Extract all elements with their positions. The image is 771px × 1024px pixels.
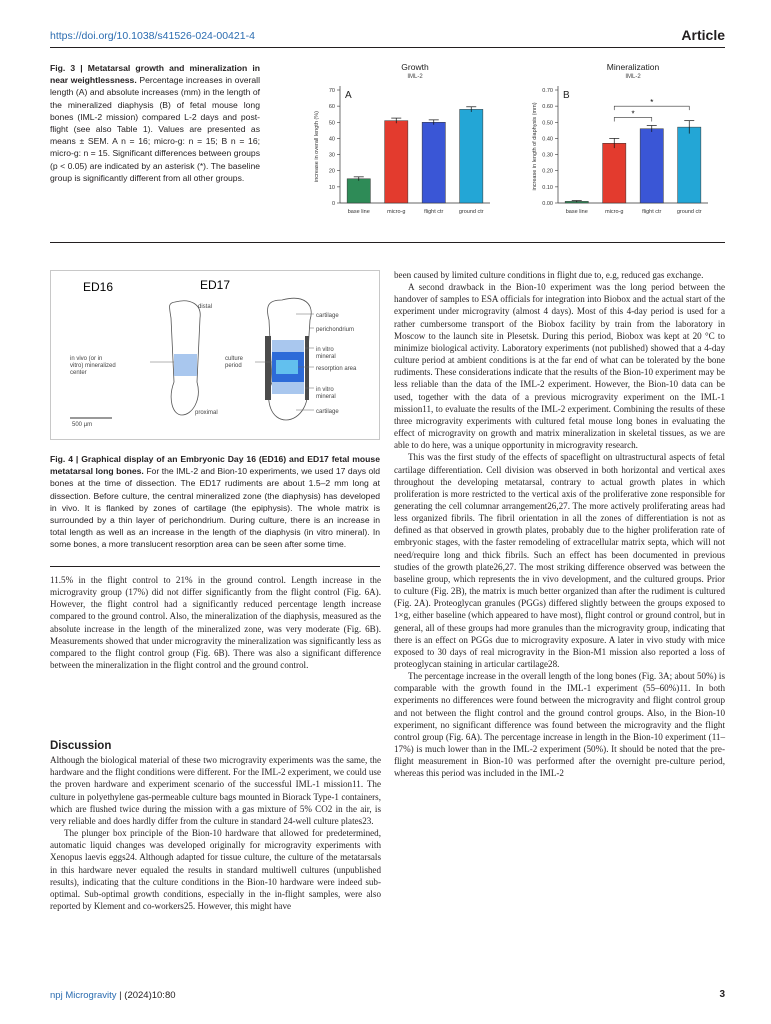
label-cartilage-top: cartilage: [316, 313, 339, 319]
ed17-resorption-area: [276, 360, 298, 374]
left-column-discussion: [50, 740, 381, 912]
ed17-perichondrium-right: [305, 336, 309, 400]
chart-panel-label-0: A: [345, 90, 352, 101]
chart-ytick-label-0-3: 30: [328, 152, 335, 159]
chart-ytick-label-1-5: 0.50: [542, 120, 553, 127]
page-number: 3: [719, 989, 725, 1000]
chart-bar-0-3: [460, 109, 483, 203]
chart-xlabel-1-3: ground ctr: [676, 209, 702, 215]
header-rule: [50, 47, 725, 48]
chart-bar-1-1: [603, 143, 626, 203]
label-distal: distal: [198, 304, 213, 310]
chart-ytick-label-0-6: 60: [328, 104, 335, 111]
chart-ytick-label-1-4: 0.40: [542, 136, 553, 143]
chart-ytick-label-0-2: 20: [328, 168, 335, 175]
chart-title-1: Mineralization: [606, 62, 660, 72]
chart-xlabel-1-1: micro-g: [605, 209, 624, 215]
fig3-caption: [50, 62, 260, 184]
fig3-charts: [300, 60, 730, 225]
chart-ylabel-0: increase in overall length (%): [314, 111, 320, 182]
chart-title-0: Growth: [401, 62, 429, 72]
fig4-diagram: [50, 270, 380, 440]
label-perichondrium: perichondrium: [316, 327, 355, 333]
chart-ytick-label-0-4: 40: [328, 136, 335, 143]
fig4-labels: [70, 304, 357, 428]
chart-ytick-label-1-1: 0.10: [542, 184, 553, 191]
fig4-caption: [50, 453, 380, 551]
caption-rule: [50, 566, 380, 567]
label-scale: 500 µm: [72, 422, 93, 428]
fig4-caption-body: For the IML-2 and Bion-10 experiments, we used 17 days old bones at the time of dissection. The ED17 rudiments are about 1.5–2 mm long at dissection. Before culture, the central mineralized zone (the diaphysis) has developed in vivo. It is flanked by zones of cartilage (the epiphysis). The whole matrix is surrounded by a thin layer of perichondrium. During culture, there is an increase in total length as well as an increase in the length of the diaphysis (in vitro mineral). In some bones, a more translucent resorption area can be seen after some time.: [50, 466, 380, 550]
footer-journal: [50, 990, 176, 1001]
chart-ytick-label-0-0: 0: [331, 201, 335, 207]
label-cartilage-bottom: cartilage: [316, 409, 339, 415]
fig3-caption-body: Percentage increases in overall length (A) and absolute increases (mm) in the length of the mineralized diaphysis (B) of fetal mouse long bones (IML-2 mission) compared L-2 days and post-flight (see also Table 1). Values are presented as means ± SEM. A n = 16; micro-g: n = 15; B n = 16; micro-g: n = 15. Significant differences between groups (p < 0.05) are indicated by an asterisk (*). The baseline group is significantly different from all other groups.: [50, 75, 260, 183]
chart-xlabel-0-3: ground ctr: [458, 209, 484, 215]
footer-journal-name[interactable]: npj Microgravity: [50, 990, 117, 1001]
chart-ytick-label-1-3: 0.30: [542, 152, 553, 159]
discussion-heading: Discussion: [50, 740, 112, 752]
chart-bar-1-2: [640, 129, 663, 203]
fig4-ed17: ED17: [200, 278, 231, 292]
chart-ytick-label-1-6: 0.60: [542, 104, 553, 111]
chart-panel-label-1: B: [563, 90, 570, 101]
left-para-2: Although the biological material of these two microgravity experiments was the same, the hardware and the flight conditions were different. For the IML-2 experiment, we could use the proven hardware and experiment scenario of the successful IML-1 mission11. The culture in polyethylene gas-permeable culture bags mounted in Biorack Type-1 containers, which are flushed twice during the mission with a gas mixture of 5% CO2 in the air, is very reliable and does hardly differ from the culture in standard 24-well culture plates23.: [50, 755, 381, 826]
chart-ytick-label-0-7: 70: [328, 88, 335, 94]
section-rule: [50, 242, 725, 243]
chart-bar-0-2: [422, 122, 445, 203]
article-type: Article: [681, 27, 725, 43]
chart-subtitle-1: IML-2: [625, 74, 641, 80]
chart-xlabel-0-1: micro-g: [387, 209, 406, 215]
chart-xlabel-0-0: base line: [347, 209, 370, 215]
left-para-3: The plunger box principle of the Bion-10 hardware that allowed for predetermined, automatic liquid changes was developed originally for microgravity experiments with Xenopus laevis eggs24. Although adapted for tissue culture, the culture of the metatarsals in this hardware never equaled the results in standard multiwell cultures (unpublished results), indicating that the culture conditions in the Bion-10 hardware were indeed sub-optimal. Sub-optimal growth conditions, especially in the in-flight samples, were also reported by Klement and co-workers25. However, this might have: [50, 828, 381, 912]
label-in-vivo-mineralized: in vivo (or in vitro) mineralized center: [70, 356, 116, 376]
chart-xlabel-1-0: base line: [565, 209, 588, 215]
label-resorption: resorption area: [316, 366, 357, 372]
right-para-3: This was the first study of the effects of spaceflight on ultrastructural aspects of fetal cartilage differentiation. Cell division was observed in both horizontal and vertical axes throughout the developing metatarsal, contrary to actual growth plates in which proliferation is more restricted to the vertical axis of the proliferative zone responsible for generating the cell columnar arrangement26,27. The more actively proliferating areas had less organized fibrils. The fibril orientation in all the zones of differentiation is not as defined as that observed in growth plates, probably due to the higher proliferation rate of embryonic stages, with the faster remodeling of extracellular matrix septa, which will not need/require long and thick fibrils. Such an effect has been documented in previous studies of the growth plate26,27. The most striking difference observed was between the baseline group, which represents the in vivo development, and the cultured groups. Prior to culture (Fig. 2B), the matrix is much better organized than after the rudiment is cultured (Fig. 2A). Proteoglycan granules (PGGs) differed slightly between the groups exposed to 1×g, either baseline (which appeared to have most), flight control or ground control, but in general, all of these groups had more granules than the microgravity group, indicating that there is an effect on PGGs due to microgravity exposure. A later in vivo study with mice exposed to 30 days of real microgravity in the Bion-M1 mission also reported a loss of proteoglycan staining in articular cartilage28.: [394, 452, 725, 669]
label-in-vitro-mineral-bottom: in vitro mineral: [316, 387, 336, 400]
chart-ytick-label-0-5: 50: [328, 120, 335, 127]
right-para-2: A second drawback in the Bion-10 experiment was the long period between the handover of samples to ESA officials for integration into Biobox and the actual start of the experiment under microgravity (almost 4 days). Most of this 4-day period is used for a rather cumbersome transport of the Biobox facility by train from the laboratory in Moscow to the launch site in Plesetsk. During this period, Biobox was kept at 20 °C to minimize biological activity. Laboratory experiments (not published) showed that a 4-day culture period at ambient conditions is at the far end of what can be tolerated by the bone rudiments. These considerations indicate that the results of the Bion-10 experiment may be less reliable than the data of the IML-2 experiment. However, the Bion-10 data can be used, together with the data of a previous microgravity experiment on the IML-1 mission11, to evaluate the results of the IML-2 experiment. Combining the results of these three microgravity experiments with cultured fetal mouse long bones in evaluating the effect of microgravity on growth and matrix mineralization in skeletal tissues, as we are able to do here, was a unique opportunity in microgravity research.: [394, 282, 725, 451]
ed16-mineral-center: [174, 354, 197, 376]
label-culture-period: culture period: [225, 356, 244, 369]
chart-xlabel-1-2: flight ctr: [642, 209, 662, 215]
fig3-caption-title: Fig. 3 | Metatarsal growth and mineralization in near weightlessness.: [50, 63, 260, 86]
chart-ytick-label-1-0: 0.00: [542, 201, 553, 207]
footer-citation: | (2024)10:80: [119, 990, 176, 1001]
chart-bar-0-0: [347, 179, 370, 203]
sig-asterisk-1: *: [650, 98, 654, 108]
right-para-1: been caused by limited culture conditions in flight due to, e.g, reduced gas exchange.: [394, 270, 704, 280]
chart-bar-1-3: [678, 127, 701, 203]
fig4-caption-title: Fig. 4 | Graphical display of an Embryonic Day 16 (ED16) and ED17 fetal mouse metatarsal long bones.: [50, 454, 380, 477]
right-para-4: The percentage increase in the overall length of the long bones (Fig. 3A; about 50%) is comparable with the growth found in the IML-1 experiment (55–60%)11. In both experiments no differences were found between the microgravity and flight control group and not between the flight control and the ground control groups. Also, in the Bion-10 experiment, no significant difference was found between the microgravity and the flight control group (Fig. 6A). The percentage increase in length in the Bion-10 experiment (11–17%) is much lower than in the IML-2 experiment (50%). It should be noted that the pre-flight measurement in Bion-10 was performed after the overnight pre-culture period, whereas this period was included in the IML-2: [394, 671, 725, 779]
left-para-1: 11.5% in the flight control to 21% in the ground control. Length increase in the microgravity group (17%) did not differ significantly from the flight control (Fig. 6A). However, the flight control had a significantly reduced percentage length increase compared to the ground control. Also, the mineralization of the diaphysis, measured as the absolute increase in the length of the mineralized zone, was very moderate (Fig. 6B). Measurements showed that under microgravity the mineralization was significantly less as compared to the flight control group (Fig. 6B). There was also a significant difference between the mineralization in the flight control and the ground control.: [50, 575, 381, 671]
ed17-perichondrium-left: [265, 336, 271, 400]
fig4-ed16: ED16: [83, 280, 114, 294]
chart-ytick-label-0-1: 10: [328, 184, 335, 191]
chart-subtitle-0: IML-2: [407, 74, 423, 80]
chart-xlabel-0-2: flight ctr: [424, 209, 444, 215]
label-proximal: proximal: [195, 410, 218, 416]
sig-asterisk-2: *: [631, 109, 635, 119]
left-column-top: [50, 574, 381, 671]
chart-bar-0-1: [385, 121, 408, 203]
label-in-vitro-mineral-top: in vitro mineral: [316, 347, 336, 360]
chart-ylabel-1: increase in length of diaphysis (mm): [532, 102, 538, 191]
doi-link[interactable]: https://doi.org/10.1038/s41526-024-00421-4: [50, 30, 255, 42]
chart-ytick-label-1-2: 0.20: [542, 168, 553, 175]
chart-ytick-label-1-7: 0.70: [542, 88, 553, 94]
right-column: [394, 269, 725, 780]
